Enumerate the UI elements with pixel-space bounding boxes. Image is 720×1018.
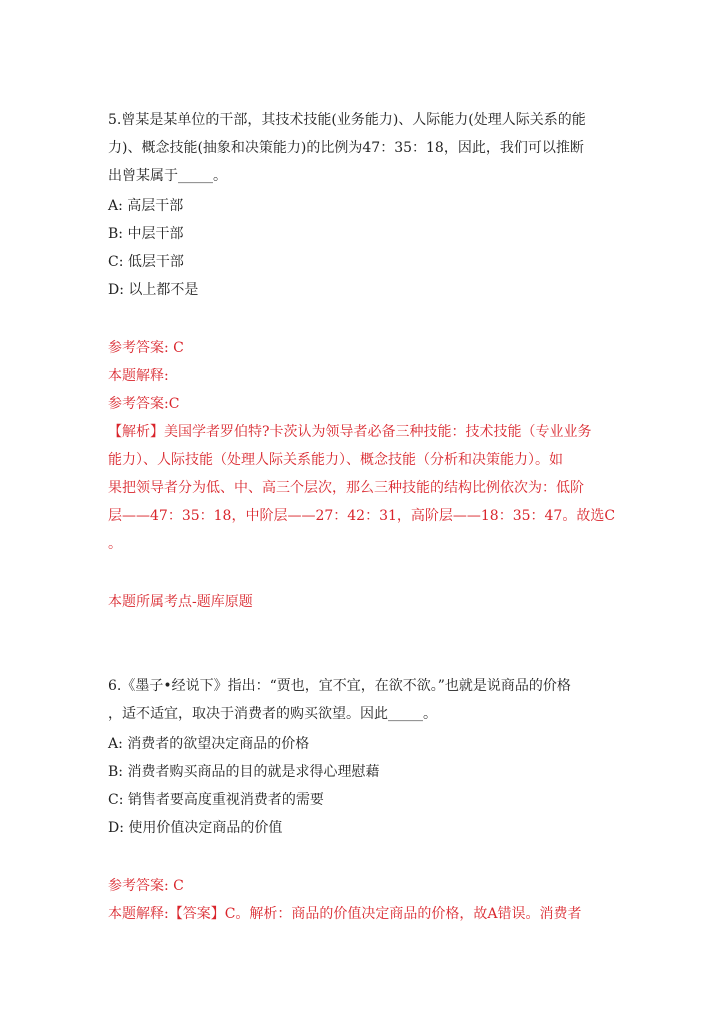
question-5-analysis-line-5: 。 [108,536,122,552]
question-5-analysis-line-2: 能力）、人际技能（处理人际关系能力）、概念技能（分析和决策能力）。如 [108,452,563,468]
question-6-explain: 本题解释:【答案】C。解析：商品的价值决定商品的价格，故A错误。消费者 [108,906,582,922]
question-5-analysis-line-3: 果把领导者分为低、中、高三个层次，那么三种技能的结构比例依次为：低阶 [108,480,584,496]
question-5-line-1: 5.曾某是某单位的干部，其技术技能(业务能力)、人际能力(处理人际关系的能 [108,112,586,128]
question-6-line-2: ，适不适宜，取决于消费者的购买欲望。因此_____。 [108,706,437,722]
question-5-option-b: B: 中层干部 [108,226,184,242]
question-6-line-1: 6.《墨子•经说下》指出：“贾也，宜不宜，在欲不欲。”也就是说商品的价格 [108,678,571,694]
question-6-option-d: D: 使用价值决定商品的价值 [108,820,283,836]
question-5-option-a: A: 高层干部 [108,198,184,214]
question-5-line-2: 力)、概念技能(抽象和决策能力)的比例为47：35：18，因此，我们可以推断 [108,140,584,156]
question-5-answer-repeat: 参考答案:C [108,396,180,412]
question-5-analysis-line-4: 层——47：35：18，中阶层——27：42：31，高阶层——18：35：47。故选C [108,508,616,524]
question-5-option-c: C: 低层干部 [108,254,184,270]
question-6-option-c: C: 销售者要高度重视消费者的需要 [108,792,324,808]
question-5-explain-label: 本题解释: [108,368,169,384]
question-6-answer: 参考答案: C [108,878,184,894]
question-5-analysis-line-1: 【解析】美国学者罗伯特?卡茨认为领导者必备三种技能：技术技能（专业业务 [108,424,592,440]
question-6-option-a: A: 消费者的欲望决定商品的价格 [108,736,310,752]
question-5-line-3: 出曾某属于_____。 [108,168,227,184]
question-5-option-d: D: 以上都不是 [108,282,199,298]
question-5-answer: 参考答案: C [108,340,184,356]
question-5-topic: 本题所属考点-题库原题 [108,594,253,610]
question-6-option-b: B: 消费者购买商品的目的就是求得心理慰藉 [108,764,380,780]
